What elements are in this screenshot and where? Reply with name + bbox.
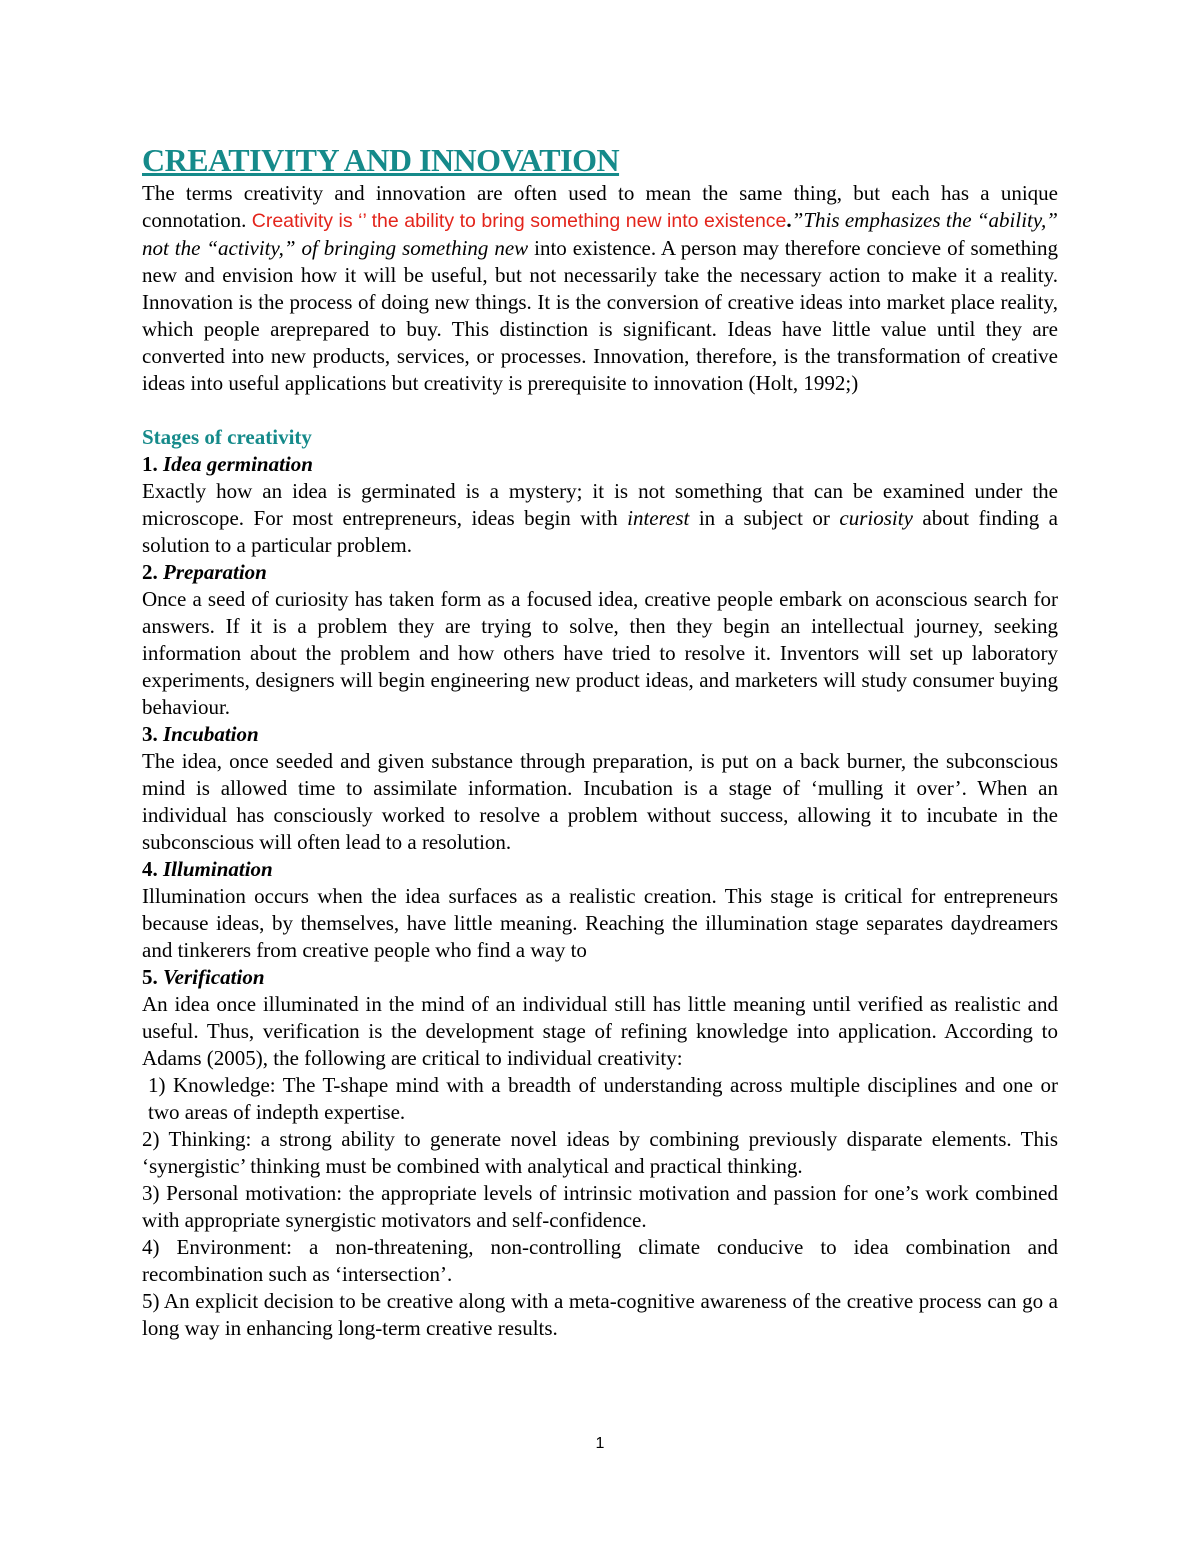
stage-text-verification: An idea once illuminated in the mind of an individual still has little meaning until verified as realistic and useful. Thus, verification is the development stage of refining knowledge into application. According to Adams (2005), the following are critical to individual creativity: bbox=[142, 992, 1058, 1070]
document-page bbox=[142, 140, 1058, 1342]
stage-number: 2. bbox=[142, 560, 158, 584]
stage-text-segment: about finding a solution to a particular problem. bbox=[142, 506, 1059, 557]
stage-name: Incubation bbox=[163, 722, 259, 746]
definition-period: . bbox=[786, 208, 792, 232]
factor-thinking: 2) Thinking: a strong ability to generate novel ideas by combining previously disparate elements. This ‘synergistic’ thinking must be combined with analytical and practical thinking. bbox=[142, 1127, 1058, 1178]
stage-number: 5. bbox=[142, 965, 158, 989]
stage-name: Idea germination bbox=[163, 452, 313, 476]
factor-explicit-decision: 5) An explicit decision to be creative along with a meta-cognitive awareness of the creative process can go a long way in enhancing long-term creative results. bbox=[142, 1289, 1058, 1340]
stage-text-idea-germination bbox=[142, 478, 1058, 559]
stage-text-segment: in a subject or bbox=[689, 506, 840, 530]
stage-heading-idea-germination bbox=[142, 451, 1058, 478]
stage-heading-preparation bbox=[142, 559, 1058, 586]
emphasis-phrase: ”This emphasizes the “ability,” not the “activity,” of bringing something new bbox=[142, 208, 1058, 260]
stage-text-segment: Exactly how an idea is germinated is a mystery; it is not something that can be examined under the microscope. For most entrepreneurs, ideas begin with bbox=[142, 479, 1058, 530]
stage-number: 1. bbox=[142, 452, 158, 476]
stage-heading-verification bbox=[142, 964, 1058, 991]
stage-name: Preparation bbox=[163, 560, 267, 584]
stage-text-incubation: The idea, once seeded and given substance through preparation, is put on a back burner, the subconscious mind is allowed time to assimilate information. Incubation is a stage of ‘mulling it over’. When an individual has consciously worked to resolve a problem without success, allowing it to incubate in the subconscious will often lead to a resolution. bbox=[142, 749, 1058, 854]
factor-personal-motivation: 3) Personal motivation: the appropriate levels of intrinsic motivation and passion for one’s work combined with appropriate synergistic motivators and self-confidence. bbox=[142, 1181, 1058, 1232]
stage-name: Illumination bbox=[163, 857, 273, 881]
page-number: 1 bbox=[595, 1435, 605, 1452]
intro-paragraph bbox=[142, 180, 1058, 397]
factor-environment: 4) Environment: a non-threatening, non-controlling climate conducive to idea combination and recombination such as ‘intersection’. bbox=[142, 1235, 1058, 1286]
document-title: CREATIVITY AND INNOVATION bbox=[142, 142, 620, 178]
stage-text-illumination: Illumination occurs when the idea surfaces as a realistic creation. This stage is critical for entrepreneurs because ideas, by themselves, have little meaning. Reaching the illumination stage separates daydreamers and tinkerers from creative people who find a way to bbox=[142, 884, 1058, 962]
stage-number: 3. bbox=[142, 722, 158, 746]
stage-heading-incubation bbox=[142, 721, 1058, 748]
creativity-definition: Creativity is ‘’ the ability to bring something new into existence bbox=[251, 210, 787, 232]
interest-emphasis: interest bbox=[627, 506, 690, 530]
stage-name: Verification bbox=[163, 965, 265, 989]
factor-knowledge: 1) Knowledge: The T-shape mind with a breadth of understanding across multiple disciplines and one or two areas of indepth expertise. bbox=[148, 1073, 1058, 1124]
stages-heading: Stages of creativity bbox=[142, 425, 312, 449]
intro-text-part1: The terms creativity and innovation are often used to mean the same thing, but each has a unique connotation. bbox=[142, 181, 1058, 232]
stage-number: 4. bbox=[142, 857, 158, 881]
intro-text-part2: into existence. A person may therefore concieve of something new and envision how it will be useful, but not necessarily take the necessary action to make it a reality. Innovation is the process of doing new things. It is the conversion of creative ideas into market place reality, which people areprepared to buy. This distinction is significant. Ideas have little value until they are converted into new products, services, or processes. Innovation, therefore, is the transformation of creative ideas into useful applications but creativity is prerequisite to innovation (Holt, 1992;) bbox=[142, 236, 1058, 395]
curiosity-emphasis: curiosity bbox=[839, 506, 913, 530]
stage-heading-illumination bbox=[142, 856, 1058, 883]
stage-text-preparation: Once a seed of curiosity has taken form as a focused idea, creative people embark on aconscious search for answers. If it is a problem they are trying to solve, then they begin an intellectual journey, seeking information about the problem and how others have tried to resolve it. Inventors will set up laboratory experiments, designers will begin engineering new product ideas, and marketers will study consumer buying behaviour. bbox=[142, 587, 1058, 719]
